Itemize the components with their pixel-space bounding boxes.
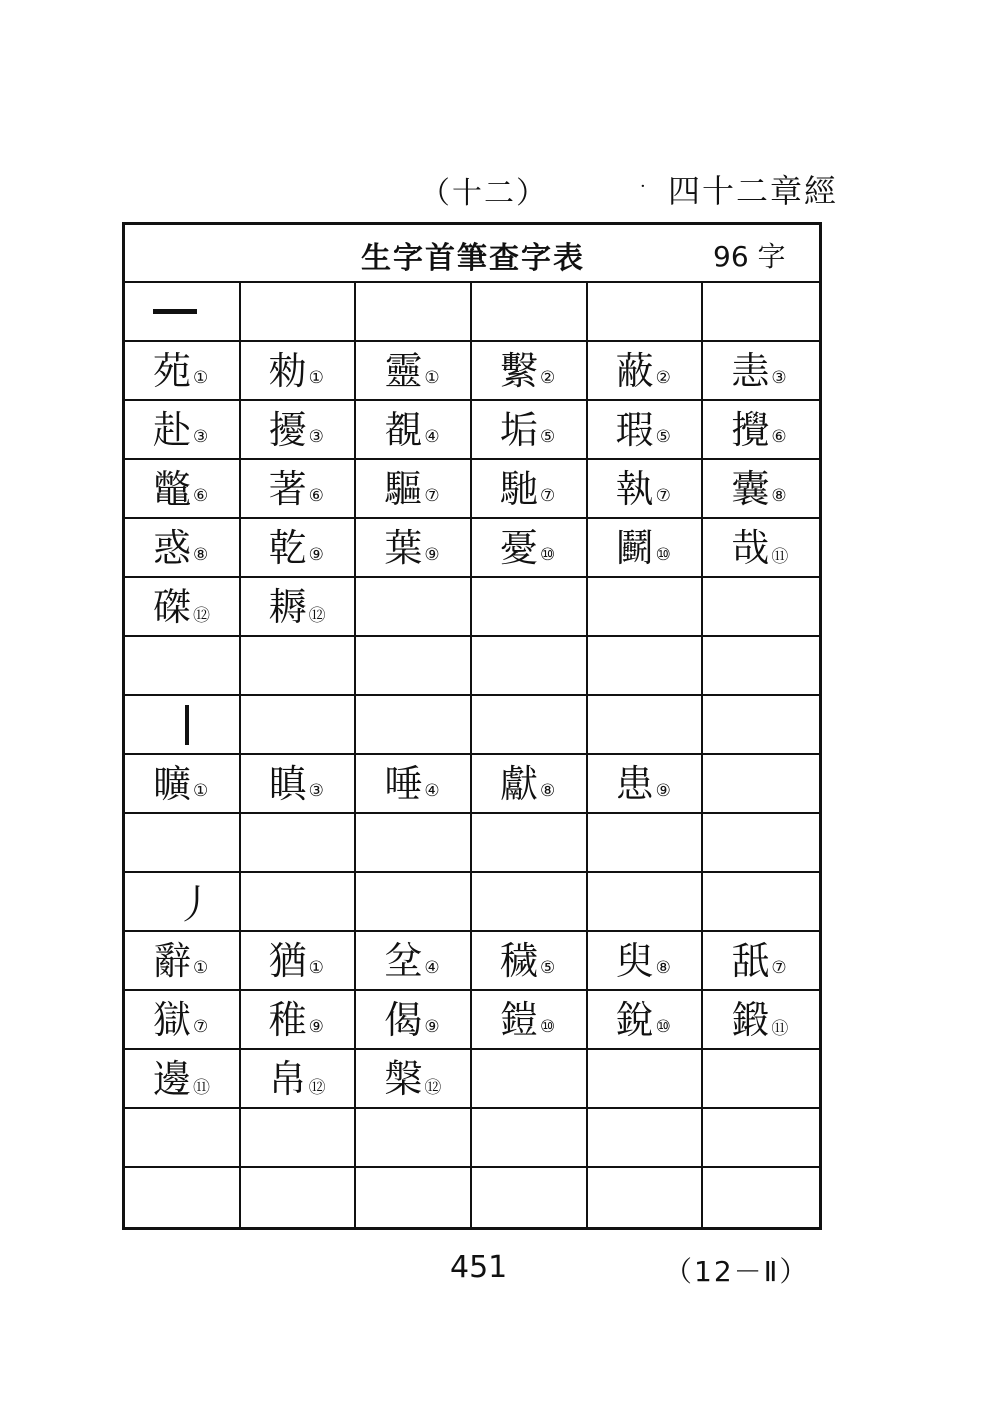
character-cell	[356, 1050, 472, 1109]
chapter-number: ①	[308, 367, 324, 388]
empty-cell	[588, 696, 704, 755]
character-cell	[241, 519, 357, 578]
empty-cell	[472, 637, 588, 696]
character-cell	[241, 401, 357, 460]
chapter-number: ④	[424, 426, 440, 447]
chapter-number: ⑨	[308, 544, 324, 565]
character-cell	[356, 755, 472, 814]
character: 擾	[268, 407, 307, 452]
character: 著	[268, 466, 307, 511]
chapter-number: ⑦	[771, 957, 787, 978]
chapter-number: ②	[655, 367, 671, 388]
character-cell	[241, 578, 357, 637]
chapter-number: ⑫	[424, 1078, 442, 1098]
character-cell	[125, 1050, 241, 1109]
chapter-number: ⑨	[308, 1016, 324, 1037]
chapter-number: ④	[424, 780, 440, 801]
empty-cell	[356, 1168, 472, 1227]
stroke-heading-cell	[125, 696, 241, 755]
empty-cell	[356, 637, 472, 696]
empty-cell	[703, 755, 819, 814]
empty-cell	[241, 873, 357, 932]
character: 垢	[499, 407, 538, 452]
empty-cell	[703, 873, 819, 932]
character-cell	[472, 401, 588, 460]
chapter-number: ⑨	[424, 544, 440, 565]
chapter-number: ②	[540, 367, 556, 388]
chapter-number: ⑧	[540, 780, 556, 801]
empty-cell	[241, 814, 357, 873]
character-cell	[472, 342, 588, 401]
empty-cell	[241, 1168, 357, 1227]
character: 猶	[268, 938, 307, 983]
chapter-number: ⑦	[424, 485, 440, 506]
empty-cell	[125, 814, 241, 873]
character: 囊	[731, 466, 770, 511]
character-cell	[356, 401, 472, 460]
chapter-number: ⑧	[771, 485, 787, 506]
character-cell	[241, 755, 357, 814]
empty-cell	[472, 696, 588, 755]
empty-cell	[356, 873, 472, 932]
character-cell	[472, 755, 588, 814]
chapter-number: ⑤	[540, 957, 556, 978]
character: 臾	[615, 938, 654, 983]
character: 馳	[499, 466, 538, 511]
character-index-table	[122, 222, 822, 1230]
chapter-number: ⑤	[540, 426, 556, 447]
empty-cell	[588, 1109, 704, 1168]
chapter-number: ③	[308, 426, 324, 447]
character: 患	[615, 761, 654, 806]
character: 攪	[731, 407, 770, 452]
chapter-number: ⑦	[540, 485, 556, 506]
character-cell	[356, 519, 472, 578]
chapter-number: ③	[308, 780, 324, 801]
character-cell	[703, 932, 819, 991]
empty-cell	[588, 283, 704, 342]
empty-cell	[588, 578, 704, 637]
character-cell	[125, 991, 241, 1050]
empty-cell	[588, 637, 704, 696]
character-cell	[241, 991, 357, 1050]
empty-cell	[703, 578, 819, 637]
chapter-number: ⑩	[540, 544, 556, 565]
chapter-number: ⑨	[424, 1016, 440, 1037]
character: 獻	[499, 761, 538, 806]
character-cell	[588, 755, 704, 814]
empty-cell	[588, 1168, 704, 1227]
chapter-number: ①	[193, 957, 209, 978]
stroke-heading-cell	[125, 873, 241, 932]
chapter-number: ①	[308, 957, 324, 978]
character: 帛	[268, 1056, 307, 1101]
empty-cell	[703, 283, 819, 342]
character: 惑	[153, 525, 192, 570]
chapter-number: ⑧	[655, 957, 671, 978]
character: 勑	[268, 348, 307, 393]
chapter-number: ⑩	[655, 544, 671, 565]
character-cell	[588, 932, 704, 991]
empty-cell	[472, 873, 588, 932]
chapter-number: ⑩	[540, 1016, 556, 1037]
character-cell	[241, 932, 357, 991]
chapter-number: ⑥	[308, 485, 324, 506]
horizontal-stroke-mark	[153, 309, 197, 314]
empty-cell	[241, 1109, 357, 1168]
character-cell	[241, 342, 357, 401]
character: 坌	[384, 938, 423, 983]
empty-cell	[241, 696, 357, 755]
character-cell	[125, 342, 241, 401]
empty-cell	[703, 696, 819, 755]
character-cell	[241, 460, 357, 519]
chapter-number: ⑦	[193, 1016, 209, 1037]
empty-cell	[703, 1109, 819, 1168]
chapter-number: ⑫	[193, 606, 211, 626]
character-cell	[472, 932, 588, 991]
empty-cell	[472, 1168, 588, 1227]
chapter-number: ⑤	[655, 426, 671, 447]
section-number: （十二）	[420, 176, 548, 211]
empty-cell	[703, 637, 819, 696]
empty-cell	[472, 1050, 588, 1109]
character: 瑕	[615, 407, 654, 452]
chapter-number: ⑩	[655, 1016, 671, 1037]
chapter-number: ⑥	[193, 485, 209, 506]
stroke-heading-cell	[125, 283, 241, 342]
empty-cell	[125, 1168, 241, 1227]
empty-cell	[472, 814, 588, 873]
empty-cell	[125, 1109, 241, 1168]
character: 偈	[384, 997, 423, 1042]
character-cell	[588, 991, 704, 1050]
chapter-number: ①	[193, 367, 209, 388]
character-cell	[356, 342, 472, 401]
character-cell	[356, 932, 472, 991]
empty-cell	[472, 1109, 588, 1168]
chapter-number: ①	[193, 780, 209, 801]
character: 耨	[268, 584, 307, 629]
chapter-number: ⑪	[771, 547, 789, 567]
character: 執	[615, 466, 654, 511]
character: 瞋	[268, 761, 307, 806]
character: 唾	[384, 761, 423, 806]
empty-cell	[356, 283, 472, 342]
empty-cell	[472, 283, 588, 342]
character-cell	[125, 460, 241, 519]
chapter-number: ⑪	[771, 1019, 789, 1039]
character-cell	[472, 991, 588, 1050]
empty-cell	[356, 814, 472, 873]
character: 槃	[384, 1056, 423, 1101]
character-count: 96 字	[713, 240, 786, 273]
page-number: 451	[450, 1250, 508, 1285]
chapter-number: ⑪	[193, 1078, 211, 1098]
character-cell	[703, 342, 819, 401]
character-cell	[125, 578, 241, 637]
table-title-row	[125, 225, 819, 283]
character: 鼈	[153, 466, 192, 511]
empty-cell	[703, 1168, 819, 1227]
chapter-number: ⑫	[308, 606, 326, 626]
character: 蔽	[615, 348, 654, 393]
character-cell	[588, 342, 704, 401]
character-cell	[588, 460, 704, 519]
character: 憂	[499, 525, 538, 570]
character-cell	[125, 932, 241, 991]
character: 赴	[153, 407, 192, 452]
character: 繫	[499, 348, 538, 393]
character: 靈	[384, 348, 423, 393]
character: 邊	[153, 1056, 192, 1101]
character-cell	[125, 401, 241, 460]
character: 獄	[153, 997, 192, 1042]
chapter-number: ⑥	[771, 426, 787, 447]
character: 磔	[153, 584, 192, 629]
character-cell	[588, 519, 704, 578]
character: 鎧	[499, 997, 538, 1042]
character: 穢	[499, 938, 538, 983]
empty-cell	[125, 637, 241, 696]
vertical-stroke-mark	[185, 705, 189, 745]
character: 覩	[384, 407, 423, 452]
character: 鍛	[731, 997, 770, 1042]
character: 恚	[731, 348, 770, 393]
character: 銳	[615, 997, 654, 1042]
chapter-number: ⑦	[655, 485, 671, 506]
empty-cell	[588, 814, 704, 873]
chapter-number: ④	[424, 957, 440, 978]
left-falling-stroke-mark: 丿	[175, 882, 215, 928]
chapter-number: ⑧	[193, 544, 209, 565]
empty-cell	[241, 283, 357, 342]
character-cell	[241, 1050, 357, 1109]
character-cell	[472, 519, 588, 578]
character-cell	[703, 460, 819, 519]
character: 鬬	[615, 525, 654, 570]
empty-cell	[472, 578, 588, 637]
book-title: 四十二章經	[668, 172, 839, 210]
chapter-number: ①	[424, 367, 440, 388]
character: 驅	[384, 466, 423, 511]
chapter-number: ③	[771, 367, 787, 388]
chapter-number: ⑨	[655, 780, 671, 801]
character: 苑	[153, 348, 192, 393]
character-cell	[703, 519, 819, 578]
character-cell	[703, 991, 819, 1050]
character: 哉	[731, 525, 770, 570]
character-cell	[588, 401, 704, 460]
character: 辭	[153, 938, 192, 983]
empty-cell	[588, 1050, 704, 1109]
character: 葉	[384, 525, 423, 570]
character-cell	[125, 519, 241, 578]
chapter-number: ③	[193, 426, 209, 447]
chapter-number: ⑫	[308, 1078, 326, 1098]
empty-cell	[356, 578, 472, 637]
empty-cell	[703, 814, 819, 873]
character: 乾	[268, 525, 307, 570]
separator-dot: ·	[640, 176, 646, 197]
character-cell	[703, 401, 819, 460]
character-cell	[356, 991, 472, 1050]
page-code: （12－Ⅱ）	[664, 1255, 810, 1288]
character: 稚	[268, 997, 307, 1042]
character-cell	[125, 755, 241, 814]
empty-cell	[703, 1050, 819, 1109]
character: 舐	[731, 938, 770, 983]
table-title: 生字首筆查字表	[361, 241, 585, 276]
character-cell	[472, 460, 588, 519]
empty-cell	[356, 696, 472, 755]
empty-cell	[241, 637, 357, 696]
empty-cell	[588, 873, 704, 932]
character-cell	[356, 460, 472, 519]
empty-cell	[356, 1109, 472, 1168]
character: 曠	[153, 761, 192, 806]
